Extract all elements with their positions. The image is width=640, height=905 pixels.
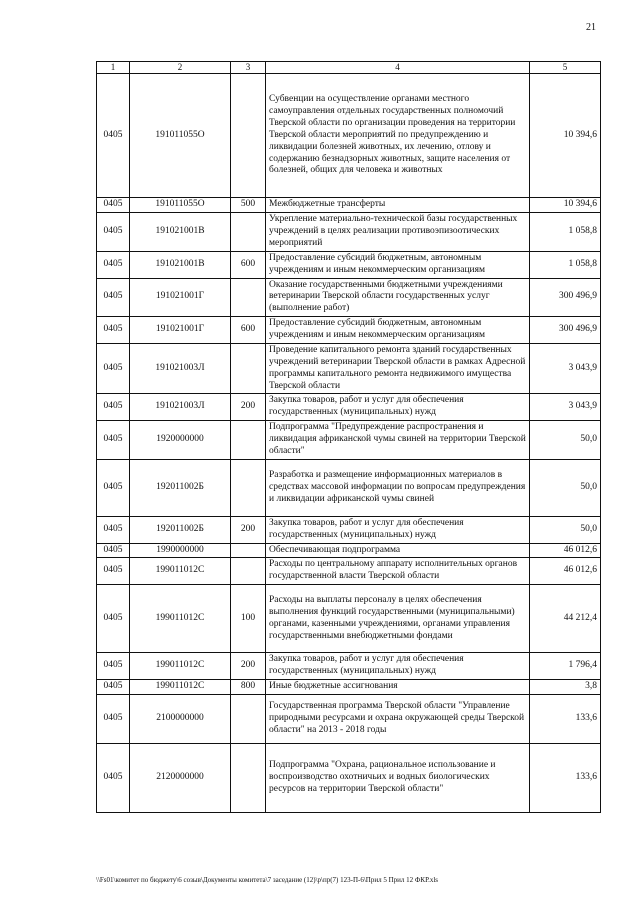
item-name-cell: Предоставление субсидий бюджетным, автономным учреждениям и иным некоммерческим организациям bbox=[266, 251, 530, 278]
table-row bbox=[97, 459, 601, 516]
section-cell: 0405 bbox=[97, 317, 130, 344]
amount-cell: 300 496,9 bbox=[530, 278, 601, 317]
target-code-cell: 199011012С bbox=[130, 558, 231, 585]
amount-cell: 50,0 bbox=[530, 421, 601, 460]
table-row bbox=[97, 679, 601, 694]
table-row bbox=[97, 213, 601, 252]
table-row bbox=[97, 317, 601, 344]
table-row bbox=[97, 74, 601, 198]
amount-cell: 1 796,4 bbox=[530, 653, 601, 680]
expense-type-cell bbox=[231, 743, 266, 812]
amount-cell: 10 394,6 bbox=[530, 74, 601, 198]
item-name-cell: Обеспечивающая подпрограмма bbox=[266, 543, 530, 558]
expense-type-cell: 800 bbox=[231, 679, 266, 694]
item-name-cell: Закупка товаров, работ и услуг для обеспечения государственных (муниципальных) нужд bbox=[266, 516, 530, 543]
target-code-cell: 191021001Г bbox=[130, 317, 231, 344]
column-header: 1 bbox=[97, 62, 130, 74]
section-cell: 0405 bbox=[97, 743, 130, 812]
target-code-cell: 191021003Л bbox=[130, 394, 231, 421]
column-header: 3 bbox=[231, 62, 266, 74]
expense-type-cell bbox=[231, 74, 266, 198]
table-row bbox=[97, 694, 601, 743]
table-row bbox=[97, 653, 601, 680]
section-cell: 0405 bbox=[97, 74, 130, 198]
section-cell: 0405 bbox=[97, 459, 130, 516]
expense-type-cell bbox=[231, 213, 266, 252]
table-row bbox=[97, 278, 601, 317]
expense-type-cell bbox=[231, 421, 266, 460]
amount-cell: 46 012,6 bbox=[530, 558, 601, 585]
table-row bbox=[97, 343, 601, 394]
target-code-cell: 192011002Б bbox=[130, 459, 231, 516]
item-name-cell: Закупка товаров, работ и услуг для обеспечения государственных (муниципальных) нужд bbox=[266, 394, 530, 421]
section-cell: 0405 bbox=[97, 198, 130, 213]
amount-cell: 10 394,6 bbox=[530, 198, 601, 213]
table-row bbox=[97, 558, 601, 585]
section-cell: 0405 bbox=[97, 343, 130, 394]
item-name-cell: Закупка товаров, работ и услуг для обеспечения государственных (муниципальных) нужд bbox=[266, 653, 530, 680]
table-row bbox=[97, 198, 601, 213]
section-cell: 0405 bbox=[97, 251, 130, 278]
target-code-cell: 191021001Г bbox=[130, 278, 231, 317]
expense-type-cell bbox=[231, 343, 266, 394]
item-name-cell: Проведение капитального ремонта зданий государственных учреждений ветеринарии Тверской области в рамках Адресной программы капитального ремонта недвижимого имущества Тверской области bbox=[266, 343, 530, 394]
amount-cell: 46 012,6 bbox=[530, 543, 601, 558]
page-number: 21 bbox=[586, 22, 596, 33]
expense-type-cell: 500 bbox=[231, 198, 266, 213]
section-cell: 0405 bbox=[97, 213, 130, 252]
amount-cell: 133,6 bbox=[530, 694, 601, 743]
item-name-cell: Межбюджетные трансферты bbox=[266, 198, 530, 213]
amount-cell: 1 058,8 bbox=[530, 251, 601, 278]
item-name-cell: Разработка и размещение информационных материалов в средствах массовой информации по вопросам предупреждения и ликвидации африканской чумы свиней bbox=[266, 459, 530, 516]
item-name-cell: Подпрограмма "Охрана, рациональное использование и воспроизводство охотничьих и водных биологических ресурсов на территории Тверской области" bbox=[266, 743, 530, 812]
section-cell: 0405 bbox=[97, 558, 130, 585]
expense-type-cell bbox=[231, 694, 266, 743]
expense-type-cell bbox=[231, 543, 266, 558]
amount-cell: 1 058,8 bbox=[530, 213, 601, 252]
amount-cell: 50,0 bbox=[530, 459, 601, 516]
item-name-cell: Расходы по центральному аппарату исполнительных органов государственной власти Тверской области bbox=[266, 558, 530, 585]
expense-type-cell bbox=[231, 558, 266, 585]
target-code-cell: 1990000000 bbox=[130, 543, 231, 558]
table-row bbox=[97, 543, 601, 558]
section-cell: 0405 bbox=[97, 653, 130, 680]
expense-type-cell: 600 bbox=[231, 317, 266, 344]
amount-cell: 3 043,9 bbox=[530, 343, 601, 394]
table-row bbox=[97, 585, 601, 653]
target-code-cell: 199011012С bbox=[130, 679, 231, 694]
item-name-cell: Государственная программа Тверской области "Управление природными ресурсами и охрана окружающей среды Тверской области" на 2013 - 2018 годы bbox=[266, 694, 530, 743]
target-code-cell: 2120000000 bbox=[130, 743, 231, 812]
target-code-cell: 199011012С bbox=[130, 585, 231, 653]
section-cell: 0405 bbox=[97, 421, 130, 460]
item-name-cell: Иные бюджетные ассигнования bbox=[266, 679, 530, 694]
table-row bbox=[97, 516, 601, 543]
section-cell: 0405 bbox=[97, 694, 130, 743]
expense-type-cell bbox=[231, 278, 266, 317]
target-code-cell: 191011055О bbox=[130, 74, 231, 198]
target-code-cell: 1920000000 bbox=[130, 421, 231, 460]
budget-table bbox=[96, 61, 601, 813]
amount-cell: 3,8 bbox=[530, 679, 601, 694]
item-name-cell: Субвенции на осуществление органами местного самоуправления отдельных государственных полномочий Тверской области по организации проведения на территории Тверской области мероприятий по предупреждению и ликвидации болезней животных, их лечению, отлову и содержанию безнадзорных животных, защите населения от болезней, общих для человека и животных bbox=[266, 74, 530, 198]
item-name-cell: Расходы на выплаты персоналу в целях обеспечения выполнения функций государственными (муниципальными) органами, казенными учреждениями, органами управления государственными внебюджетными фондами bbox=[266, 585, 530, 653]
expense-type-cell: 100 bbox=[231, 585, 266, 653]
target-code-cell: 2100000000 bbox=[130, 694, 231, 743]
item-name-cell: Предоставление субсидий бюджетным, автономным учреждениям и иным некоммерческим организациям bbox=[266, 317, 530, 344]
target-code-cell: 191011055О bbox=[130, 198, 231, 213]
section-cell: 0405 bbox=[97, 585, 130, 653]
expense-type-cell: 200 bbox=[231, 394, 266, 421]
column-header: 5 bbox=[530, 62, 601, 74]
amount-cell: 300 496,9 bbox=[530, 317, 601, 344]
section-cell: 0405 bbox=[97, 278, 130, 317]
target-code-cell: 191021001В bbox=[130, 213, 231, 252]
expense-type-cell: 200 bbox=[231, 653, 266, 680]
file-path-footer: \\Fs01\комитет по бюджету\6 созыв\Документы комитета\7 заседание (12)\р\пр(7) 123-П-6\Прил 5 Прил 12 ФКР.xls bbox=[96, 876, 439, 884]
target-code-cell: 191021003Л bbox=[130, 343, 231, 394]
amount-cell: 133,6 bbox=[530, 743, 601, 812]
column-header: 2 bbox=[130, 62, 231, 74]
expense-type-cell: 200 bbox=[231, 516, 266, 543]
section-cell: 0405 bbox=[97, 543, 130, 558]
item-name-cell: Подпрограмма "Предупреждение распространения и ликвидация африканской чумы свиней на территории Тверской области" bbox=[266, 421, 530, 460]
item-name-cell: Оказание государственными бюджетными учреждениями ветеринарии Тверской области государственных услуг (выполнение работ) bbox=[266, 278, 530, 317]
table-row bbox=[97, 251, 601, 278]
expense-type-cell bbox=[231, 459, 266, 516]
table-row bbox=[97, 421, 601, 460]
table-row bbox=[97, 743, 601, 812]
column-header: 4 bbox=[266, 62, 530, 74]
target-code-cell: 192011002Б bbox=[130, 516, 231, 543]
expense-type-cell: 600 bbox=[231, 251, 266, 278]
amount-cell: 44 212,4 bbox=[530, 585, 601, 653]
section-cell: 0405 bbox=[97, 394, 130, 421]
section-cell: 0405 bbox=[97, 679, 130, 694]
target-code-cell: 191021001В bbox=[130, 251, 231, 278]
amount-cell: 50,0 bbox=[530, 516, 601, 543]
target-code-cell: 199011012С bbox=[130, 653, 231, 680]
table-row bbox=[97, 394, 601, 421]
column-number-row bbox=[97, 62, 601, 74]
amount-cell: 3 043,9 bbox=[530, 394, 601, 421]
item-name-cell: Укрепление материально-технической базы государственных учреждений в целях реализации противоэпизоотических мероприятий bbox=[266, 213, 530, 252]
section-cell: 0405 bbox=[97, 516, 130, 543]
